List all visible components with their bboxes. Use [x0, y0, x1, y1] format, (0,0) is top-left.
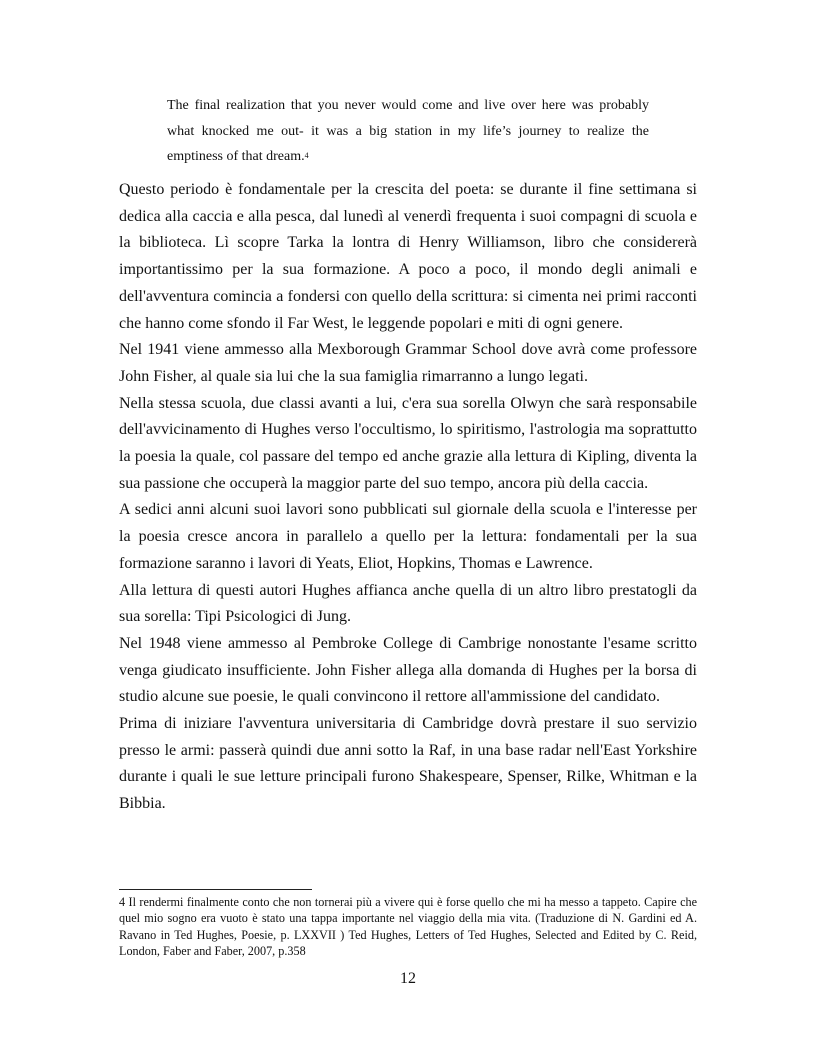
- paragraph-4: A sedici anni alcuni suoi lavori sono pubblicati sul giornale della scuola e l'interesse per la poesia cresce ancora in parallelo a quello per la lettura: fondamentali per la sua formazione saranno i lavori di Yeats, Eliot, Hopkins, Thomas e Lawrence.: [119, 501, 697, 572]
- paragraph-7: Prima di iniziare l'avventura universitaria di Cambridge dovrà prestare il suo servizio presso le armi: passerà quindi due anni sotto la Raf, in una base radar nell'East Yorkshire durante i quali le sue letture principali furono Shakespeare, Spenser, Rilke, Whitman e la Bibbia.: [119, 715, 697, 813]
- footnote-reference[interactable]: 4: [304, 151, 309, 160]
- paragraph-6: Nel 1948 viene ammesso al Pembroke College di Cambrige nonostante l'esame scritto venga giudicato insufficiente. John Fisher allega alla domanda di Hughes per la borsa di studio alcune sue poesie, le quali convincono il rettore all'ammissione del candidato.: [119, 634, 697, 706]
- footnote-divider: [119, 889, 312, 890]
- block-quote: [167, 93, 649, 171]
- paragraph-2: Nel 1941 viene ammesso alla Mexborough Grammar School dove avrà come professore John Fisher, al quale sia lui che la sua famiglia rimarranno a lungo legati.: [119, 341, 697, 385]
- paragraph-3: Nella stessa scuola, due classi avanti a lui, c'era sua sorella Olwyn che sarà responsabile dell'avvicinamento di Hughes verso l'occultismo, lo spiritismo, l'astrologia ma soprattutto la poesia la quale, col passare del tempo ed anche grazie alla lettura di Kipling, diventa la sua passione che occuperà la maggior parte del suo tempo, ancora più della caccia.: [119, 394, 697, 492]
- page-number: 12: [400, 970, 416, 987]
- paragraph-5: Alla lettura di questi autori Hughes affianca anche quella di un altro libro prestatogli da sua sorella: Tipi Psicologici di Jung.: [119, 581, 697, 626]
- footnote: 4 Il rendermi finalmente conto che non tornerai più a vivere qui è forse quello che mi ha messo a tappeto. Capire che quel mio sogno era vuoto è stato una tappa importante nel viaggio della mia vita. (Traduzione di N. Gardini ed A. Ravano in Ted Hughes, Poesie, p. LXXVII ) Ted Hughes, Letters of Ted Hughes, Selected and Edited by C. Reid, London, Faber and Faber, 2007, p.358: [119, 895, 697, 958]
- body-text: [119, 177, 697, 818]
- block-quote-text: The final realization that you never would come and live over here was probably what knocked me out- it was a big station in my life’s journey to realize the emptiness of that dream.: [167, 98, 649, 164]
- paragraph-1: Questo periodo è fondamentale per la crescita del poeta: se durante il fine settimana si dedica alla caccia e alla pesca, dal lunedì al venerdì frequenta i suoi compagni di scuola e la biblioteca. Lì scopre Tarka la lontra di Henry Williamson, libro che considererà importantissimo per la sua formazione. A poco a poco, il mondo degli animali e dell'avventura comincia a fondersi con quello della scrittura: si cimenta nei primi racconti che hanno come sfondo il Far West, le leggende popolari e miti di ogni genere.: [119, 181, 697, 332]
